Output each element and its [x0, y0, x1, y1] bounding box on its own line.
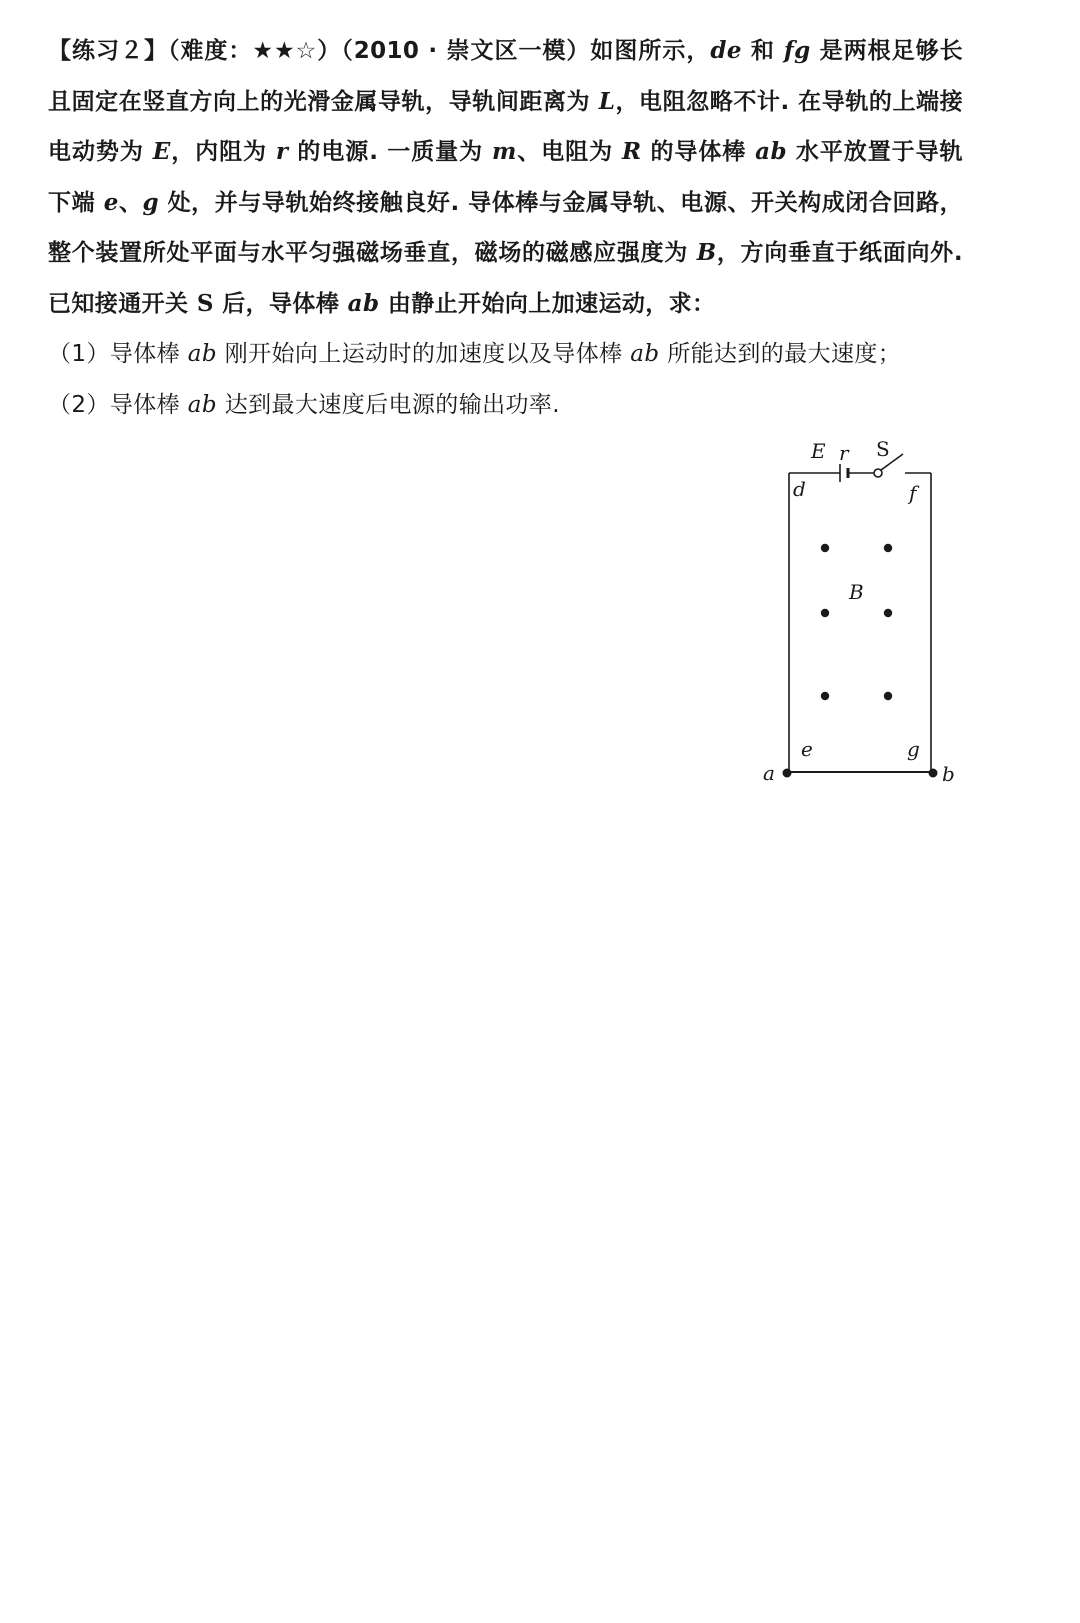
var-ab: ab: [187, 391, 217, 418]
stem-text: 水平放置于导轨下端: [48, 139, 963, 216]
var-B: B: [696, 239, 717, 266]
var-r: r: [275, 138, 289, 165]
field-dot: [821, 609, 829, 617]
question-1: [48, 329, 963, 380]
field-dot: [884, 609, 892, 617]
stem-text: ，内阻为: [170, 139, 276, 165]
var-e: e: [103, 188, 119, 216]
field-dot: [884, 692, 892, 700]
label-a: a: [763, 761, 775, 785]
problem-stem: [48, 26, 963, 329]
label-S: S: [876, 437, 890, 461]
question-text: 刚开始向上运动时的加速度以及导体棒: [217, 341, 631, 367]
var-g: g: [142, 188, 160, 216]
var-L: L: [598, 87, 616, 115]
var-S: S: [196, 289, 214, 317]
label-g: g: [907, 737, 920, 761]
label-f: f: [909, 481, 917, 505]
var-ab: ab: [755, 138, 787, 165]
circuit-diagram: [755, 432, 970, 792]
question-text: 所能达到的最大速度；: [659, 341, 902, 367]
label-d: d: [793, 477, 806, 501]
stem-text: 和: [741, 38, 784, 64]
stem-text: 由静止开始向上加速运动，求：: [379, 290, 716, 317]
label-B: B: [849, 580, 864, 604]
var-ab: ab: [630, 341, 660, 367]
question-text: 达到最大速度后电源的输出功率.: [217, 391, 561, 418]
stem-text: ，方向垂直于纸面向外. 已知接通开关: [48, 240, 963, 317]
source-label: （2010 · 崇文区一模）: [341, 38, 591, 64]
circuit-figure: [755, 432, 970, 792]
stem-text: 、电阻为: [516, 139, 622, 165]
question-text: （2）导体棒: [48, 391, 188, 418]
rod-end-a: [783, 769, 792, 778]
var-R: R: [622, 138, 642, 165]
field-dot: [821, 544, 829, 552]
problem-text: [48, 26, 963, 430]
difficulty-label: （难度：★★☆）: [167, 38, 342, 64]
label-r: r: [839, 441, 849, 465]
rod-end-b: [929, 769, 938, 778]
stem-text: ，电阻忽略不计. 在导轨的上端接电动势为: [48, 88, 964, 165]
stem-text: 处，并与导轨始终接触良好. 导体棒与金属导轨、电源、开关构成闭合回路，整个装置所处平面与水平匀强磁场垂直，磁场的磁感应强度为: [48, 189, 963, 266]
field-dot: [821, 692, 829, 700]
stem-text: 是两根足够长且固定在竖直方向上的光滑金属导轨，导轨间距离为: [48, 38, 964, 115]
stem-text: 如图所示，: [590, 38, 711, 64]
var-de: de: [710, 37, 742, 64]
stem-text: 后，导体棒: [213, 290, 348, 317]
stem-text: 的电源. 一质量为: [288, 139, 492, 165]
label-E: E: [811, 439, 826, 463]
var-ab: ab: [347, 289, 380, 317]
question-text: （1）导体棒: [48, 341, 188, 367]
var-fg: fg: [783, 37, 811, 64]
var-m: m: [492, 138, 517, 165]
question-2: [48, 380, 963, 431]
var-ab: ab: [187, 341, 217, 367]
label-e: e: [801, 737, 813, 761]
label-b: b: [942, 762, 955, 786]
field-dot: [884, 544, 892, 552]
stem-text: 、: [118, 189, 143, 216]
var-E: E: [152, 138, 171, 165]
stem-text: 的导体棒: [641, 139, 756, 165]
switch-contact: [874, 469, 882, 477]
exercise-tag: 【练习２】: [48, 38, 168, 64]
